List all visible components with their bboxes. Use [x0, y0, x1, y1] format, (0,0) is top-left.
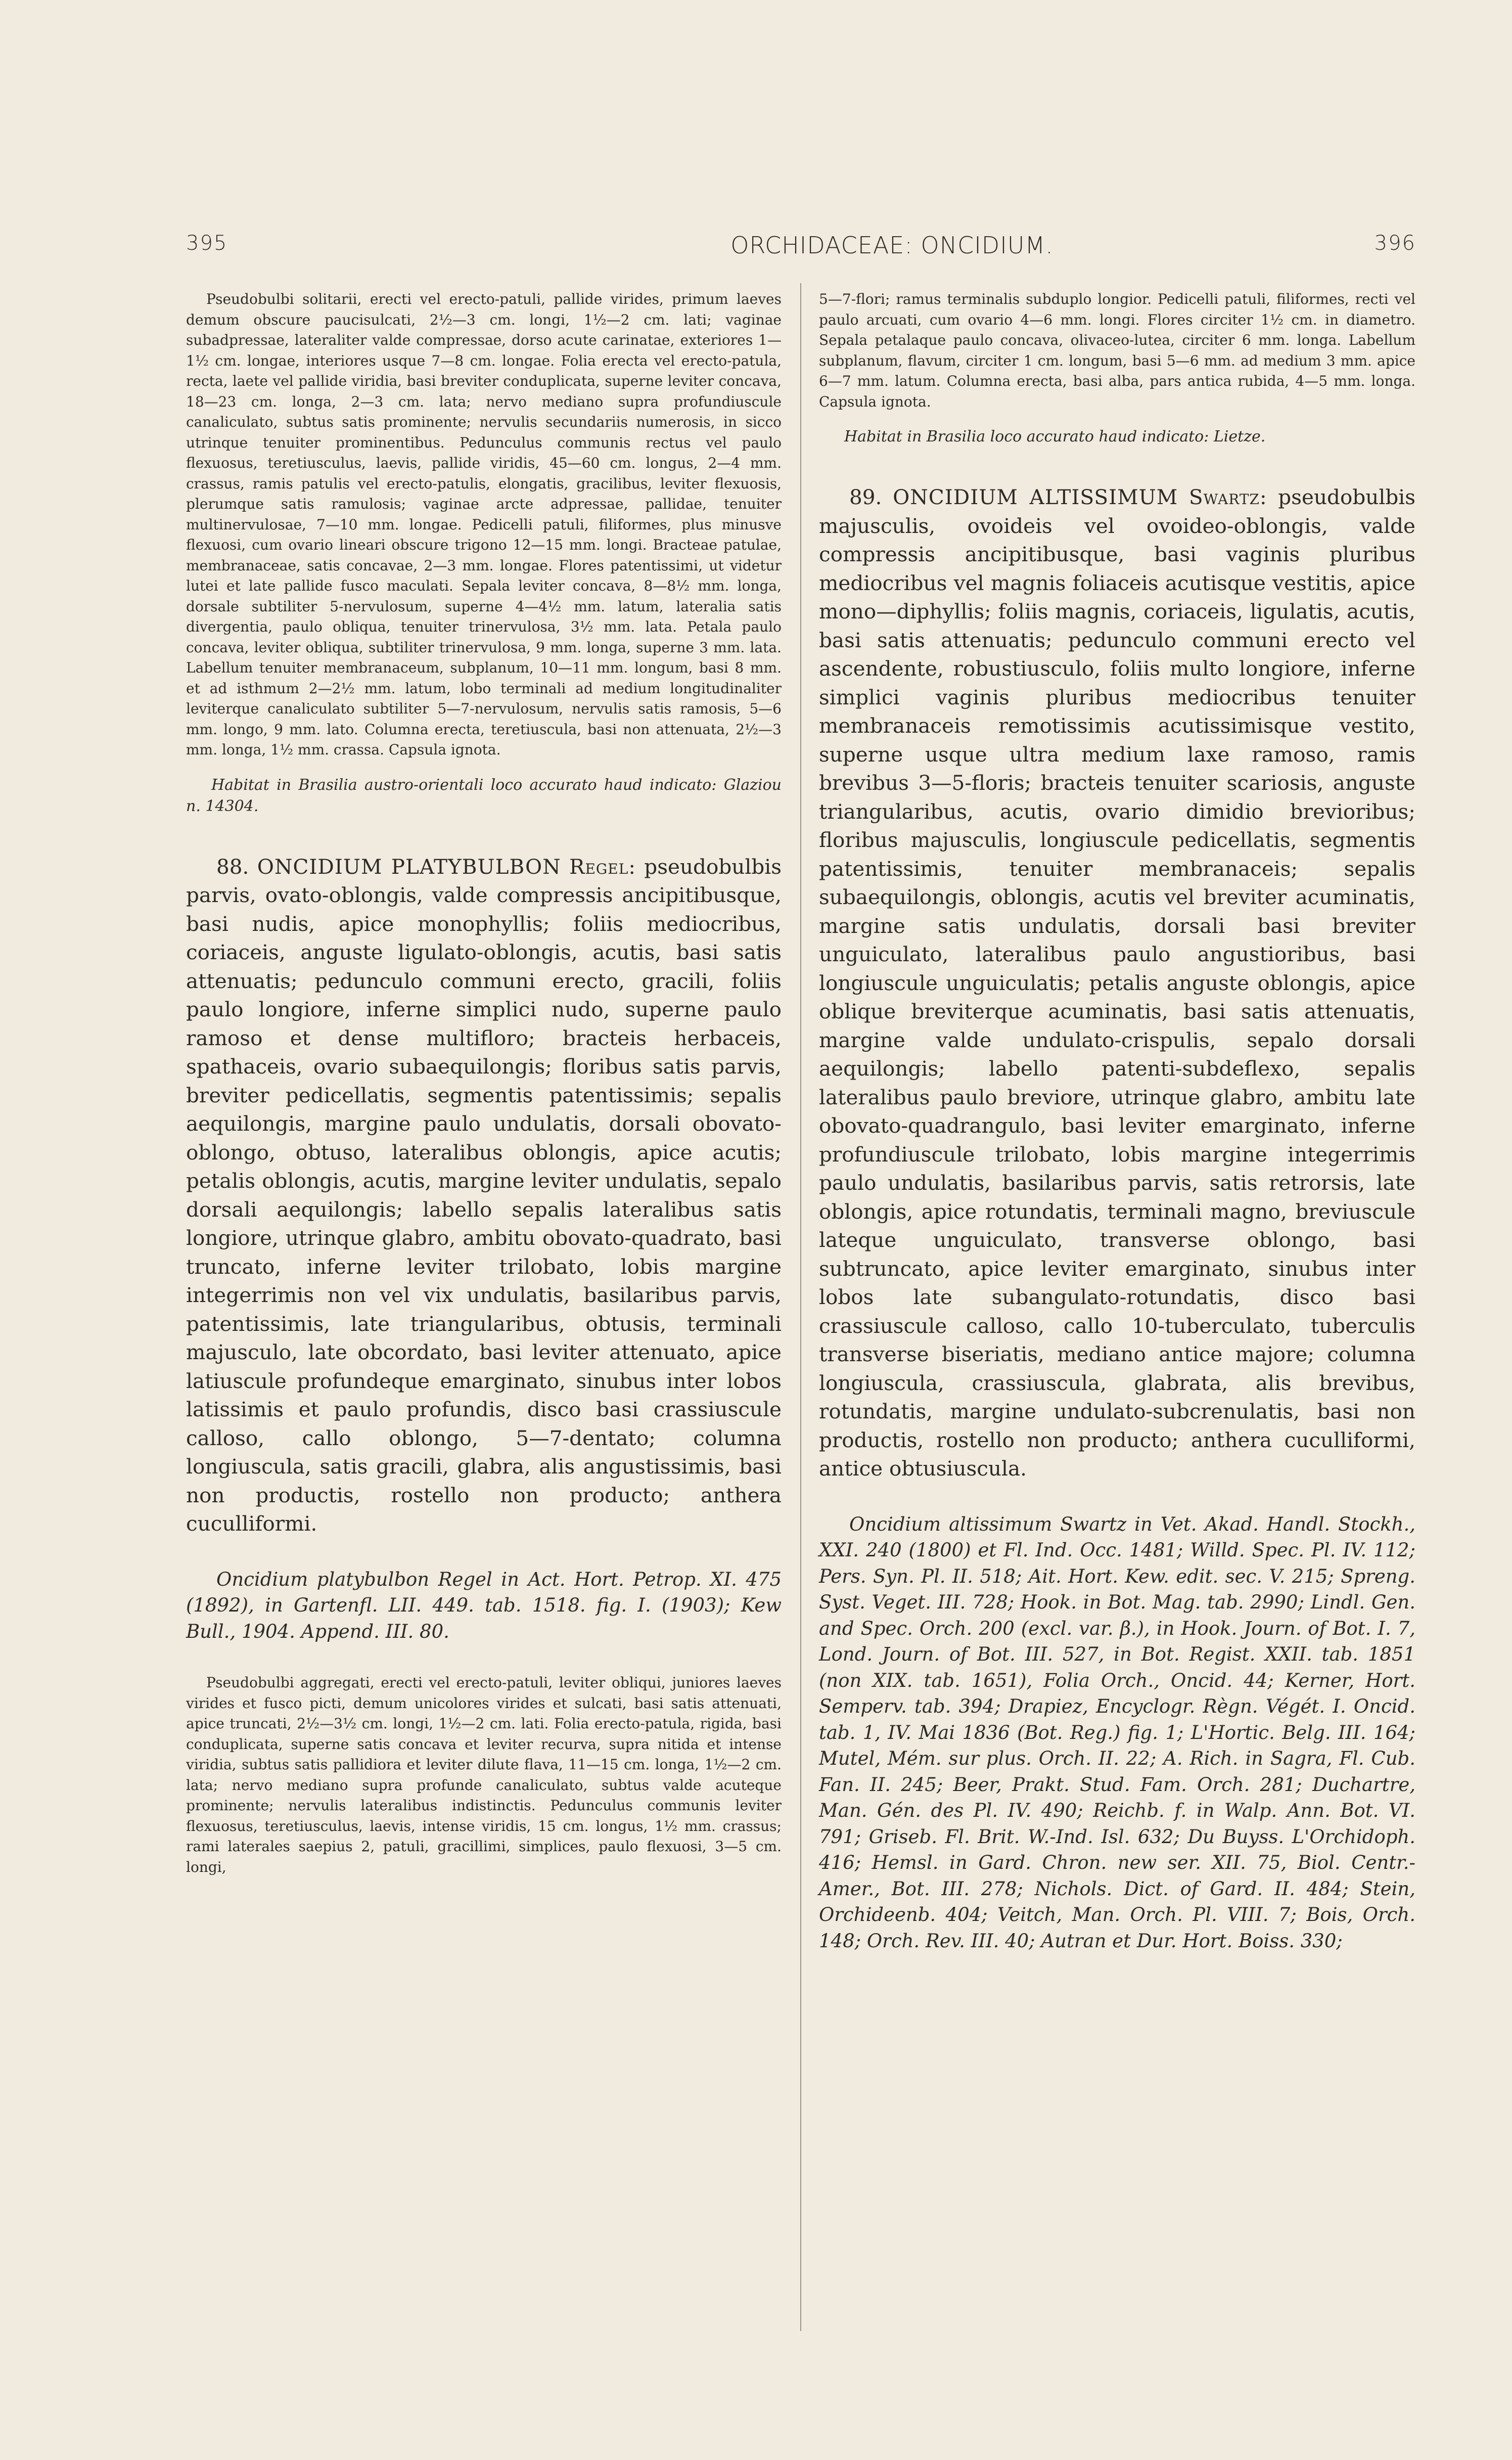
running-title [186, 232, 1416, 259]
description-paragraph: 5—7-flori; ramus terminalis subduplo longior. Pedicelli patuli, filiformes, recti vel paulo arcuati, cum ovario 4—6 mm. longi. Flores circiter 1½ cm. in diametro. Sepala petalaque paulo concava, olivaceo-lutea, circiter 6 mm. longa. Labellum subplanum, flavum, circiter 1 cm. longum, basi 5—6 mm. ad medium 3 mm. apice 6—7 mm. latum. Columna erecta, basi alba, pars antica rubida, 4—5 mm. longa. Capsula ignota. [819, 291, 1415, 410]
species-number: 89. [849, 485, 882, 509]
description-paragraph: Pseudobulbi aggregati, erecti vel erecto-patuli, leviter obliqui, juniores laeves virides et fusco picti, demum unicolores virides et sulcati, basi satis attenuati, apice truncati, 2½—3½ cm. longi, 1½—2 cm. lati. Folia erecto-patula, rigida, basi conduplicata, superne satis concava et leviter recurva, supra nitida et intense viridia, subtus satis pallidiora et leviter dilute flava, 11—15 cm. longa, 1½—2 cm. lata; nervo mediano supra profunde canaliculato, subtus valde acuteque prominente; nervulis lateralibus indistinctis. Pedunculus communis leviter flexuosus, teretiusculus, laevis, intense viridis, 15 cm. longus, 1½ mm. crassus; rami laterales saepius 2, patuli, gracillimi, simplices, paulo flexuosi, 3—5 cm. longi, [186, 1674, 782, 1875]
page-number-right: 396 [1374, 232, 1416, 255]
species-name: ONCIDIUM ALTISSIMUM [893, 485, 1178, 509]
running-title-genus: ONCIDIUM. [921, 232, 1053, 259]
species-diagnosis [819, 483, 1415, 1483]
diagnosis-text: pseudobulbis majusculis, ovoideis vel ovoideo-oblongis, valde compressis ancipitibusque, basi vaginis pluribus mediocribus vel magnis foliaceis acutisque vestitis, apice mono—diphyllis; foliis magnis, coriaceis, ligulatis, acutis, basi satis attenuatis; pedunculo communi erecto vel ascendente, robustiusculo, foliis multo longiore, inferne simplici vaginis pluribus mediocribus tenuiter membranaceis remotissimis acutissimisque vestito, superne usque ultra medium laxe ramoso, ramis brevibus 3—5-floris; bracteis tenuiter scariosis, anguste triangularibus, acutis, ovario dimidio brevioribus; floribus majusculis, longiuscule pedicellatis, segmentis patentissimis, tenuiter membranaceis; sepalis subaequilongis, oblongis, acutis vel breviter acuminatis, margine satis undulatis, dorsali basi breviter unguiculato, lateralibus paulo angustioribus, basi longiuscule unguiculatis; petalis anguste oblongis, apice oblique breviterque acuminatis, basi satis attenuatis, margine valde undulato-crispulis, sepalo dorsali aequilongis; labello patenti-subdeflexo, sepalis lateralibus paulo breviore, utrinque glabro, ambitu late obovato-quadrangulo, basi leviter emarginato, inferne profundiuscule trilobato, lobis margine integerrimis paulo undulatis, basilaribus parvis, satis retrorsis, late oblongis, apice rotundatis, terminali magno, breviuscule lateque unguiculato, transverse oblongo, basi subtruncato, apice leviter emarginato, sinubus inter lobos late subangulato-rotundatis, disco basi crassiuscule calloso, callo 10-tuberculato, tuberculis transverse biseriatis, mediano antice majore; columna longiuscula, crassiuscula, glabrata, alis brevibus, rotundatis, margine undulato-subcrenulatis, basi non productis, rostello non producto; anthera cuculliformi, antice obtusiuscula. [819, 485, 1415, 1481]
synonymy-citation: Oncidium platybulbon Regel in Act. Hort. Petrop. XI. 475 (1892), in Gartenfl. LII. 449. tab. 1518. fig. I. (1903); Kew Bull., 1904. Append. III. 80. [186, 1568, 782, 1642]
habitat-note: Habitat in Brasilia austro-orientali loco accurato haud indicato: Glaziou n. 14304. [186, 776, 782, 815]
right-column [819, 289, 1415, 1954]
running-title-family: ORCHIDACEAE: [730, 232, 913, 259]
species-number: 88. [216, 854, 249, 879]
diagnosis-text: pseudobulbis parvis, ovato-oblongis, valde compressis ancipitibusque, basi nudis, apice monophyllis; foliis mediocribus, coriaceis, anguste ligulato-oblongis, acutis, basi satis attenuatis; pedunculo communi erecto, gracili, foliis paulo longiore, inferne simplici nudo, superne paulo ramoso et dense multifloro; bracteis herbaceis, spathaceis, ovario subaequilongis; floribus satis parvis, breviter pedicellatis, segmentis patentissimis; sepalis aequilongis, margine paulo undulatis, dorsali obovato-oblongo, obtuso, lateralibus oblongis, apice acutis; petalis oblongis, acutis, margine leviter undulatis, sepalo dorsali aequilongis; labello sepalis lateralibus satis longiore, utrinque glabro, ambitu obovato-quadrato, basi truncato, inferne leviter trilobato, lobis margine integerrimis non vel vix undulatis, basilaribus parvis, patentissimis, late triangularibus, obtusis, terminali majusculo, late obcordato, basi leviter attenuato, apice latiuscule profundeque emarginato, sinubus inter lobos latissimis et paulo profundis, disco basi crassiuscule calloso, callo oblongo, 5—7-dentato; columna longiuscula, satis gracili, glabra, alis angustissimis, basi non productis, rostello non producto; anthera cuculliformi. [186, 854, 782, 1536]
habitat-note: Habitat in Brasilia loco accurato haud indicato: Lietze. [844, 428, 1266, 445]
synonymy-citation: Oncidium altissimum Swartz in Vet. Akad. Handl. Stockh., XXI. 240 (1800) et Fl. Ind. Occ. 1481; Willd. Spec. Pl. IV. 112; Pers. Syn. Pl. II. 518; Ait. Hort. Kew. edit. sec. V. 215; Spreng. Syst. Veget. III. 728; Hook. in Bot. Mag. tab. 2990; Lindl. Gen. and Spec. Orch. 200 (excl. var. β.), in Hook. Journ. of Bot. I. 7, Lond. Journ. of Bot. III. 527, in Bot. Regist. XXII. tab. 1851 (non XIX. tab. 1651), Folia Orch., Oncid. 44; Kerner, Hort. Semperv. tab. 394; Drapiez, Encyclogr. Règn. Végét. I. Oncid. tab. 1, IV. Mai 1836 (Bot. Reg.) fig. 1; L'Hortic. Belg. III. 164; Mutel, Mém. sur plus. Orch. II. 22; A. Rich. in Sagra, Fl. Cub. Fan. II. 245; Beer, Prakt. Stud. Fam. Orch. 281; Duchartre, Man. Gén. des Pl. IV. 490; Reichb. f. in Walp. Ann. Bot. VI. 791; Griseb. Fl. Brit. W.-Ind. Isl. 632; Du Buyss. L'Orchidoph. 416; Hemsl. in Gard. Chron. new ser. XII. 75, Biol. Centr.-Amer., Bot. III. 278; Nichols. Dict. of Gard. II. 484; Stein, Orchideenb. 404; Veitch, Man. Orch. Pl. VIII. 7; Bois, Orch. 148; Orch. Rev. III. 40; Autran et Dur. Hort. Boiss. 330; [819, 1513, 1415, 1952]
description-paragraph: Pseudobulbi solitarii, erecti vel erecto-patuli, pallide virides, primum laeves demum obscure paucisulcati, 2½—3 cm. longi, 1½—2 cm. lati; vaginae subadpressae, lateraliter valde compressae, dorso acute carinatae, exteriores 1—1½ cm. longae, interiores usque 7—8 cm. longae. Folia erecta vel erecto-patula, recta, laete vel pallide viridia, basi breviter conduplicata, superne leviter concava, 18—23 cm. longa, 2—3 cm. lata; nervo mediano supra profundiuscule canaliculato, subtus satis prominente; nervulis secundariis numerosis, in sicco utrinque tenuiter prominentibus. Pedunculus communis rectus vel paulo flexuosus, teretiusculus, laevis, pallide viridis, 45—60 cm. longus, 2—4 mm. crassus, ramis patulis vel erecto-patulis, elongatis, gracilibus, leviter flexuosis, plerumque satis ramulosis; vaginae arcte adpressae, pallidae, tenuiter multinervulosae, 7—10 mm. longae. Pedicelli patuli, filiformes, plus minusve flexuosi, cum ovario lineari obscure trigono 12—15 mm. longi. Bracteae patulae, membranaceae, satis concavae, 2—3 mm. longae. Flores patentissimi, ut videtur lutei et late pallide fusco maculati. Sepala leviter concava, 8—8½ mm. longa, dorsale subtiliter 5-nervulosum, superne 4—4½ mm. latum, lateralia satis divergentia, paulo obliqua, tenuiter trinervulosa, 3½ mm. lata. Petala paulo concava, leviter obliqua, subtiliter trinervulosa, 9 mm. longa, superne 3 mm. lata. Labellum tenuiter membranaceum, subplanum, 10—11 mm. longum, basi 8 mm. et ad isthmum 2—2½ mm. latum, lobo terminali ad medium longitudinaliter leviterque canaliculato subtiliter 5—7-nervulosum, nervulis satis ramosis, 5—6 mm. longo, 9 mm. lato. Columna erecta, teretiuscula, basi non attenuata, 2½—3 mm. longa, 1½ mm. crassa. Capsula ignota. [186, 291, 782, 758]
running-head [186, 232, 1416, 267]
column-divider [800, 283, 801, 2331]
left-column [186, 289, 782, 1877]
species-author: Regel: [569, 854, 636, 879]
species-diagnosis [186, 853, 782, 1538]
species-author: Swartz: [1188, 485, 1267, 509]
species-name: ONCIDIUM PLATYBULBON [257, 854, 561, 879]
page-number-left: 395 [186, 232, 228, 255]
